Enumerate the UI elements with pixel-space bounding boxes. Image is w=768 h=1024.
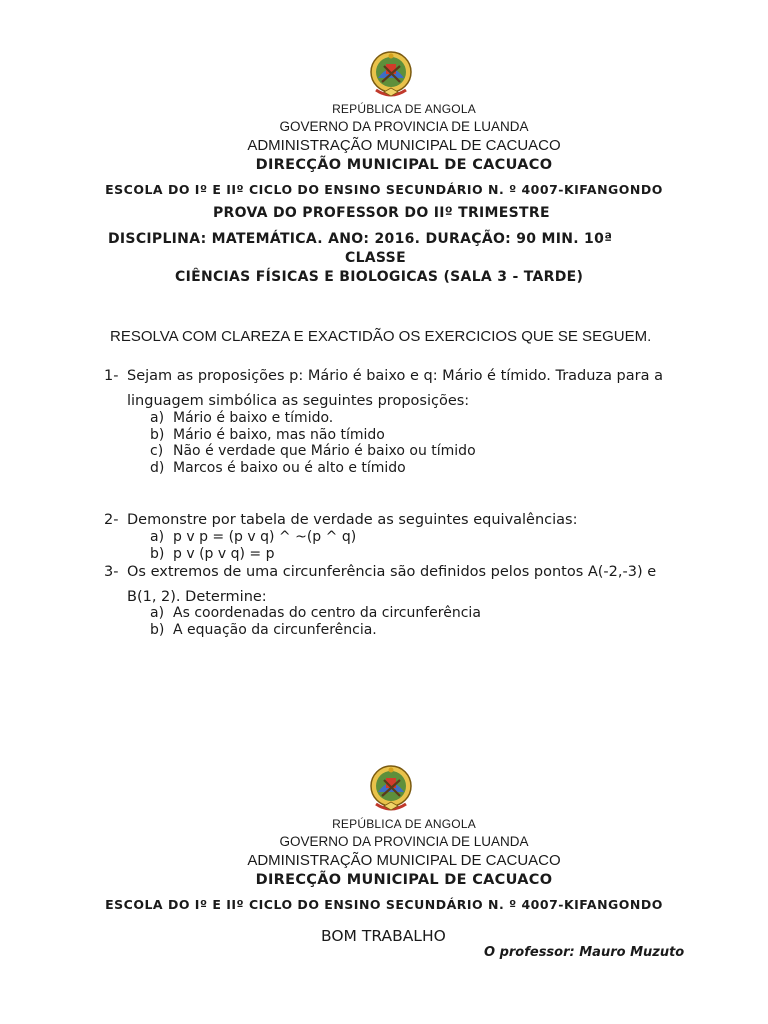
item-label: a) — [150, 410, 165, 426]
item-label: d) — [150, 460, 165, 476]
item-label: b) — [150, 546, 165, 562]
question-text: Sejam as proposições p: Mário é baixo e q: Mário é tímido. Traduza para a — [127, 368, 663, 384]
question-text-continued: linguagem simbólica as seguintes proposições: — [127, 393, 470, 409]
item-label: b) — [150, 427, 165, 443]
class-label: CLASSE — [345, 250, 406, 266]
administration-heading: ADMINISTRAÇÃO MUNICIPAL DE CACUACO — [247, 852, 561, 869]
list-item — [150, 529, 356, 545]
discipline-line: DISCIPLINA: MATEMÁTICA. ANO: 2016. DURAÇÃO: 90 MIN. 10ª — [108, 231, 613, 247]
government-heading: GOVERNO DA PROVINCIA DE LUANDA — [279, 834, 529, 849]
list-item — [150, 410, 333, 426]
republic-heading: REPÚBLICA DE ANGOLA — [332, 102, 476, 116]
item-text: Não é verdade que Mário é baixo ou tímido — [173, 443, 476, 459]
item-label: a) — [150, 529, 165, 545]
question-text: Os extremos de uma circunferência são definidos pelos pontos A(-2,-3) e — [127, 564, 657, 580]
question-text: Demonstre por tabela de verdade as seguintes equivalências: — [127, 512, 578, 528]
item-label: b) — [150, 622, 165, 638]
list-item — [150, 546, 274, 562]
question-number: 3- — [104, 564, 119, 580]
item-text: Mário é baixo e tímido. — [173, 410, 334, 426]
angola-coat-of-arms-icon — [368, 762, 414, 816]
teacher-signature: O professor: Mauro Muzuto — [484, 945, 685, 960]
school-heading: ESCOLA DO Iº E IIº CICLO DO ENSINO SECUNDÁRIO N. º 4007-KIFANGONDO — [105, 897, 663, 912]
instructions: RESOLVA COM CLAREZA E EXACTIDÃO OS EXERCICIOS QUE SE SEGUEM. — [110, 328, 652, 345]
question-number: 2- — [104, 512, 119, 528]
direction-heading: DIRECÇÃO MUNICIPAL DE CACUACO — [255, 872, 553, 888]
item-text: A equação da circunferência. — [173, 622, 377, 638]
direction-heading: DIRECÇÃO MUNICIPAL DE CACUACO — [255, 157, 553, 173]
item-text: p v (p v q) = p — [173, 546, 275, 562]
government-heading: GOVERNO DA PROVINCIA DE LUANDA — [279, 119, 529, 134]
item-text: Mário é baixo, mas não tímido — [173, 427, 385, 443]
list-item — [150, 605, 481, 621]
item-label: c) — [150, 443, 164, 459]
list-item — [150, 622, 377, 638]
exam-title: PROVA DO PROFESSOR DO IIº TRIMESTRE — [213, 205, 550, 221]
question-number: 1- — [104, 368, 119, 384]
item-text: p v p = (p v q) ^ ~(p ^ q) — [173, 529, 357, 545]
republic-heading: REPÚBLICA DE ANGOLA — [332, 817, 476, 831]
list-item — [150, 443, 476, 459]
list-item — [150, 427, 385, 443]
administration-heading: ADMINISTRAÇÃO MUNICIPAL DE CACUACO — [247, 137, 561, 154]
course-label: CIÊNCIAS FÍSICAS E BIOLOGICAS (SALA 3 - TARDE) — [175, 269, 584, 285]
list-item — [150, 460, 406, 476]
angola-coat-of-arms-icon — [368, 48, 414, 102]
item-text: As coordenadas do centro da circunferência — [173, 605, 481, 621]
item-label: a) — [150, 605, 165, 621]
closing-message: BOM TRABALHO — [321, 927, 446, 945]
question-text-continued: B(1, 2). Determine: — [127, 589, 267, 605]
school-heading: ESCOLA DO Iº E IIº CICLO DO ENSINO SECUNDÁRIO N. º 4007-KIFANGONDO — [105, 182, 663, 197]
item-text: Marcos é baixo ou é alto e tímido — [173, 460, 406, 476]
